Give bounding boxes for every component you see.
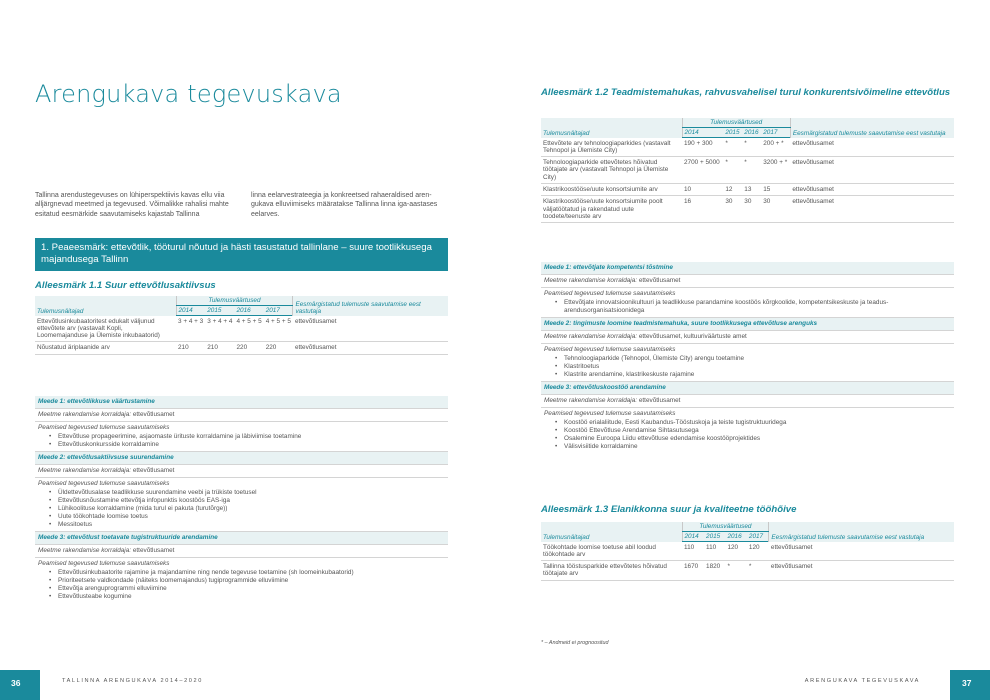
list-item: • Ettevõtluskonkursside korraldamine xyxy=(58,441,445,449)
measure-title: Meede 2: tingimuste loomine teadmistemahuka, suure tootlikkusega ettevõtluse arenguks xyxy=(541,318,954,331)
table-row: Tallinna tööstusparkide ettevõtetes hõivatud töötajate arv 1670 1820 * * ettevõtlusamet xyxy=(541,561,954,581)
list-item: • Prioriteetsete valdkondade (näiteks loomemajandus) tugiprogrammide elluviimine xyxy=(58,577,445,585)
measure-organizer: Meetme rakendamise korraldaja: ettevõtlusamet xyxy=(541,275,954,288)
measure-title: Meede 1: ettevõtlikkuse väärtustamine xyxy=(35,396,448,409)
list-item: • Üldettevõtlusalase teadlikkuse suurendamine veebi ja trükiste toetusel xyxy=(58,489,445,497)
list-item: • Ettevõtlusnõustamine ettevõtja infopunktis koostöös EAS-iga xyxy=(58,497,445,505)
col-group-values: Tulemusväärtused xyxy=(682,118,790,128)
subgoal-1-3-title: Alleesmärk 1.3 Elanikkonna suur ja kvaliteetne tööhõive xyxy=(541,504,797,515)
measure-title: Meede 1: ettevõtjate kompetentsi tõstmine xyxy=(541,262,954,275)
table-row: Klastrikoostööse/uute konsortsiumite poolt väljatöötatud ja rakendatud uute toodete/teenuste arv 16 30 30 30 ettevõtlusamet xyxy=(541,196,954,223)
col-indicator: Tulemusnäitajad xyxy=(543,533,590,541)
measure-organizer: Meetme rakendamise korraldaja: ettevõtlusamet xyxy=(35,409,448,422)
measure-organizer: Meetme rakendamise korraldaja: ettevõtlusamet xyxy=(35,545,448,558)
col-year: 2016 xyxy=(234,306,263,316)
measure-activities: Peamised tegevused tulemuse saavutamiseks • Tehnoloogiaparkide (Tehnopol, Ülemiste City) arengu toetamine • Klastritoetus • Klastrite arendamine, klastrikeskuste rajamine xyxy=(541,344,954,382)
table-row: Ettevõtete arv tehnoloogiaparkides (vastavalt Tehnopol ja Ülemiste City) 190 + 300 * * 200 + * ettevõtlusamet xyxy=(541,138,954,157)
list-item: • Tehnoloogiaparkide (Tehnopol, Ülemiste City) arengu toetamine xyxy=(564,355,951,363)
subgoal-1-1-title: Alleesmärk 1.1 Suur ettevõtlusaktiivsus xyxy=(35,280,216,291)
list-item: • Ettevõtlusteabe kogumine xyxy=(58,593,445,601)
col-year: 2017 xyxy=(747,532,769,542)
footnote: * – Andmeid ei prognoositud xyxy=(541,640,609,646)
table-subgoal-1-1 xyxy=(35,296,448,355)
main-goal-banner: 1. Peaeesmärk: ettevõtlik, tööturul nõutud ja hästi tasustatud tallinlane – suure tootlikkusega majandusega Tallinn xyxy=(35,238,448,271)
intro-text-col2: linna eelarvestrateegia ja konkreetsed rahaeraldised arengukava elluviimiseks määratakse Tallinna linna iga-aastases eelarves. xyxy=(251,192,438,218)
measure-organizer: Meetme rakendamise korraldaja: ettevõtlusamet, kultuuriväärtuste amet xyxy=(541,331,954,344)
col-year: 2017 xyxy=(264,306,293,316)
running-header-right: ARENGUKAVA TEGEVUSKAVA xyxy=(804,678,920,684)
table-subgoal-1-3 xyxy=(541,522,954,581)
col-group-values: Tulemusväärtused xyxy=(176,296,293,306)
measure-title: Meede 3: ettevõtluskoostöö arendamine xyxy=(541,382,954,395)
col-responsible: Eesmärgistatud tulemuste saavutamise eest vastutaja xyxy=(293,296,448,316)
list-item: • Lühikoolituse korraldamine (mida turul ei pakuta (turutõrge)) xyxy=(58,505,445,513)
list-item: • Uute töökohtade loomise toetus xyxy=(58,513,445,521)
measure-organizer: Meetme rakendamise korraldaja: ettevõtlusamet xyxy=(35,465,448,478)
table-row: Tehnoloogiaparkide ettevõtetes hõivatud töötajate arv (vastavalt Tehnopol ja Ülemiste City) 2700 + 5000 * * 3200 + * ettevõtlusamet xyxy=(541,157,954,184)
col-responsible: Eesmärgistatud tulemuste saavutamise eest vastutaja xyxy=(769,522,954,542)
col-year: 2016 xyxy=(742,128,761,138)
measure-title: Meede 2: ettevõtlusaktiivsuse suurendamine xyxy=(35,452,448,465)
col-year: 2015 xyxy=(205,306,234,316)
subgoal-1-2-title: Alleesmärk 1.2 Teadmistemahukas, rahvusvahelisel turul konkurentsivõimeline ettevõtlus xyxy=(541,87,951,98)
list-item: • Välisvisiitide korraldamine xyxy=(564,443,951,451)
measure-activities: Peamised tegevused tulemuse saavutamiseks • Ettevõtlusinkubaatorite rajamine ja majandamine ning nende tegevuse toetamine (sh loomeinkubaatorid) • Prioriteetsete valdkondade (näiteks loomemajandus) tugiprogrammide elluviimine • Ettevõtja arenguprogrammi elluviimine • Ettevõtlusteabe kogumine xyxy=(35,558,448,603)
list-item: • Messitoetus xyxy=(58,521,445,529)
measure-organizer: Meetme rakendamise korraldaja: ettevõtlusamet xyxy=(541,395,954,408)
measure-title: Meede 3: ettevõtlust toetavate tugistruktuuride arendamine xyxy=(35,532,448,545)
intro-text-col1: Tallinna arendustegevuses on lühiperspektiivis kavas ellu viia alljärgnevad meetmed ja tegevused. Võimalikke rahalisi mahte esitatud eesmärkide saavutamiseks kajastab Tallinna xyxy=(35,192,229,218)
measures-subgoal-1-2 xyxy=(541,262,954,453)
list-item: • Klastritoetus xyxy=(564,363,951,371)
measure-activities: Peamised tegevused tulemuse saavutamiseks • Koostöö erialaliitude, Eesti Kaubandus-Tööstuskoja ja teiste tugistruktuuridega • Koostöö Ettevõtluse Arendamise Sihtasutusega • Osalemine Euroopa Liidu ettevõtluse edendamise koostööprojektides • Välisvisiitide korraldamine xyxy=(541,408,954,453)
list-item: • Ettevõtjate innovatsioonikultuuri ja teadlikkuse parandamine koostöös kõrgkoolide, kompetentsikeskuste ja teadus-arendusorganisatsioonidega xyxy=(564,299,951,315)
col-year: 2014 xyxy=(682,532,704,542)
measure-activities: Peamised tegevused tulemuse saavutamiseks • Ettevõtluse propageerimine, asjaomaste ürituste korraldamine ja läbiviimise toetamine • Ettevõtluskonkursside korraldamine xyxy=(35,422,448,452)
col-responsible: Eesmärgistatud tulemuste saavutamise eest vastutaja xyxy=(790,118,954,138)
table-row: Klastrikoostööse/uute konsortsiumite arv 10 12 13 15 ettevõtlusamet xyxy=(541,183,954,195)
list-item: • Ettevõtluse propageerimine, asjaomaste ürituste korraldamine ja läbiviimise toetamine xyxy=(58,433,445,441)
measure-activities: Peamised tegevused tulemuse saavutamiseks • Ettevõtjate innovatsioonikultuuri ja teadlikkuse parandamine koostöös kõrgkoolide, kompetentsikeskuste ja teadus-arendusorganisatsioonidega xyxy=(541,288,954,318)
list-item: • Osalemine Euroopa Liidu ettevõtluse edendamise koostööprojektides xyxy=(564,435,951,443)
col-indicator: Tulemusnäitajad xyxy=(37,307,84,315)
col-indicator: Tulemusnäitajad xyxy=(543,129,590,137)
col-group-values: Tulemusväärtused xyxy=(682,522,769,532)
table-row: Ettevõtlusinkubaatoritest edukalt väljunud ettevõtete arv (vastavalt Kopli, Loomemajanduse ja Ülemiste inkubaatorid) 3 + 4 + 3 3 + 4 + 4 4 + 5 + 5 4 + 5 + 5 ettevõtlusamet xyxy=(35,316,448,342)
col-year: 2016 xyxy=(725,532,746,542)
list-item: • Ettevõtja arenguprogrammi elluviimine xyxy=(58,585,445,593)
measures-subgoal-1-1 xyxy=(35,396,448,603)
list-item: • Klastrite arendamine, klastrikeskuste rajamine xyxy=(564,371,951,379)
measure-activities: Peamised tegevused tulemuse saavutamiseks • Üldettevõtlusalase teadlikkuse suurendamine veebi ja trükiste toetusel • Ettevõtlusnõustamine ettevõtja infopunktis koostöös EAS-iga • Lühikoolituse korraldamine (mida turul ei pakuta (turutõrge)) • Uute töökohtade loomise toetus • Messitoetus xyxy=(35,478,448,532)
page-title: Arengukava tegevuskava xyxy=(35,80,342,108)
col-year: 2015 xyxy=(704,532,725,542)
col-year: 2015 xyxy=(723,128,742,138)
page-number-left: 36 xyxy=(0,670,40,700)
running-header-left: TALLINNA ARENGUKAVA 2014–2020 xyxy=(62,678,203,684)
table-row: Töökohtade loomise toetuse abil loodud töökohtade arv 110 110 120 120 ettevõtlusamet xyxy=(541,542,954,561)
col-year: 2014 xyxy=(682,128,723,138)
col-year: 2014 xyxy=(176,306,205,316)
page-number-right: 37 xyxy=(950,670,990,700)
col-year: 2017 xyxy=(761,128,790,138)
list-item: • Koostöö Ettevõtluse Arendamise Sihtasutusega xyxy=(564,427,951,435)
list-item: • Ettevõtlusinkubaatorite rajamine ja majandamine ning nende tegevuse toetamine (sh loomeinkubaatorid) xyxy=(58,569,445,577)
table-subgoal-1-2 xyxy=(541,118,954,223)
list-item: • Koostöö erialaliitude, Eesti Kaubandus-Tööstuskoja ja teiste tugistruktuuridega xyxy=(564,419,951,427)
table-row: Nõustatud äriplaanide arv 210 210 220 220 ettevõtlusamet xyxy=(35,342,448,354)
